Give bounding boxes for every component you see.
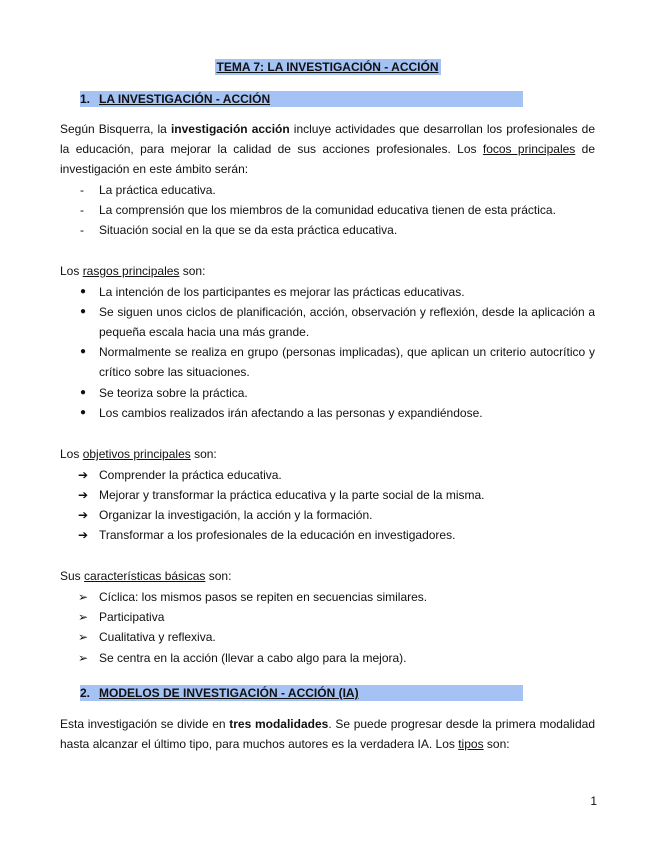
arrow-bullet: ➔: [77, 508, 89, 522]
list-item: Los cambios realizados irán afectando a las personas y expandiéndose.: [99, 406, 483, 420]
dot-bullet: ●: [79, 407, 87, 418]
section-1-title: LA INVESTIGACIÓN - ACCIÓN: [99, 92, 271, 106]
list-item: Situación social en la que se da esta práctica educativa.: [99, 223, 398, 237]
dash-bullet: -: [80, 203, 84, 217]
dot-bullet: ●: [79, 387, 87, 398]
list-item: Participativa: [99, 610, 165, 624]
dot-bullet: ●: [79, 346, 87, 357]
caracteristicas-intro: Sus características básicas son:: [60, 569, 232, 583]
list-item: Comprender la práctica educativa.: [99, 468, 282, 482]
section-2-number: 2.: [80, 686, 91, 700]
dot-bullet: ●: [79, 306, 87, 317]
list-item: Se centra en la acción (llevar a cabo algo para la mejora).: [99, 651, 407, 665]
list-item: La práctica educativa.: [99, 183, 216, 197]
chevron-bullet: ➢: [77, 590, 89, 604]
page-number: 1: [590, 794, 597, 808]
chevron-bullet: ➢: [77, 651, 89, 665]
list-item: Cíclica: los mismos pasos se repiten en secuencias similares.: [99, 590, 428, 604]
list-item: Transformar a los profesionales de la educación en investigadores.: [99, 528, 456, 542]
list-item: Se teoriza sobre la práctica.: [99, 386, 248, 400]
list-item: Normalmente se realiza en grupo (personas implicadas), que aplican un criterio autocrítico y crítico sobre las situaciones.: [99, 345, 595, 379]
document-title: TEMA 7: LA INVESTIGACIÓN - ACCIÓN: [216, 60, 439, 74]
arrow-bullet: ➔: [77, 528, 89, 542]
arrow-bullet: ➔: [77, 488, 89, 502]
list-item: La comprensión que los miembros de la comunidad educativa tienen de esta práctica.: [99, 203, 556, 217]
section-1-heading: [80, 91, 523, 107]
section-1-number: 1.: [80, 92, 91, 106]
list-item: Mejorar y transformar la práctica educativa y la parte social de la misma.: [99, 488, 485, 502]
list-item: Se siguen unos ciclos de planificación, acción, observación y reflexión, desde la aplicación a pequeña escala hacia una más grande.: [99, 305, 595, 339]
dash-bullet: -: [80, 183, 84, 197]
dot-bullet: ●: [79, 286, 87, 297]
list-item: Cualitativa y reflexiva.: [99, 630, 216, 644]
chevron-bullet: ➢: [77, 610, 89, 624]
section-1-intro: Según Bisquerra, la investigación acción incluye actividades que desarrollan los profesionales de la educación, para mejorar la calidad de sus acciones profesionales. Los focos principales de investigación en este ámbito serán:: [60, 122, 596, 176]
rasgos-intro: Los rasgos principales son:: [60, 264, 206, 278]
list-item: La intención de los participantes es mejorar las prácticas educativas.: [99, 285, 465, 299]
section-2-intro: Esta investigación se divide en tres modalidades. Se puede progresar desde la primera modalidad hasta alcanzar el último tipo, para muchos autores es la verdadera IA. Los tipos son:: [60, 717, 595, 751]
arrow-bullet: ➔: [77, 468, 89, 482]
dash-bullet: -: [80, 223, 84, 237]
section-2-heading: [80, 685, 523, 701]
chevron-bullet: ➢: [77, 630, 89, 644]
list-item: Organizar la investigación, la acción y la formación.: [99, 508, 373, 522]
section-2-title: MODELOS DE INVESTIGACIÓN - ACCIÓN (IA): [99, 686, 359, 700]
objetivos-intro: Los objetivos principales son:: [60, 447, 217, 461]
